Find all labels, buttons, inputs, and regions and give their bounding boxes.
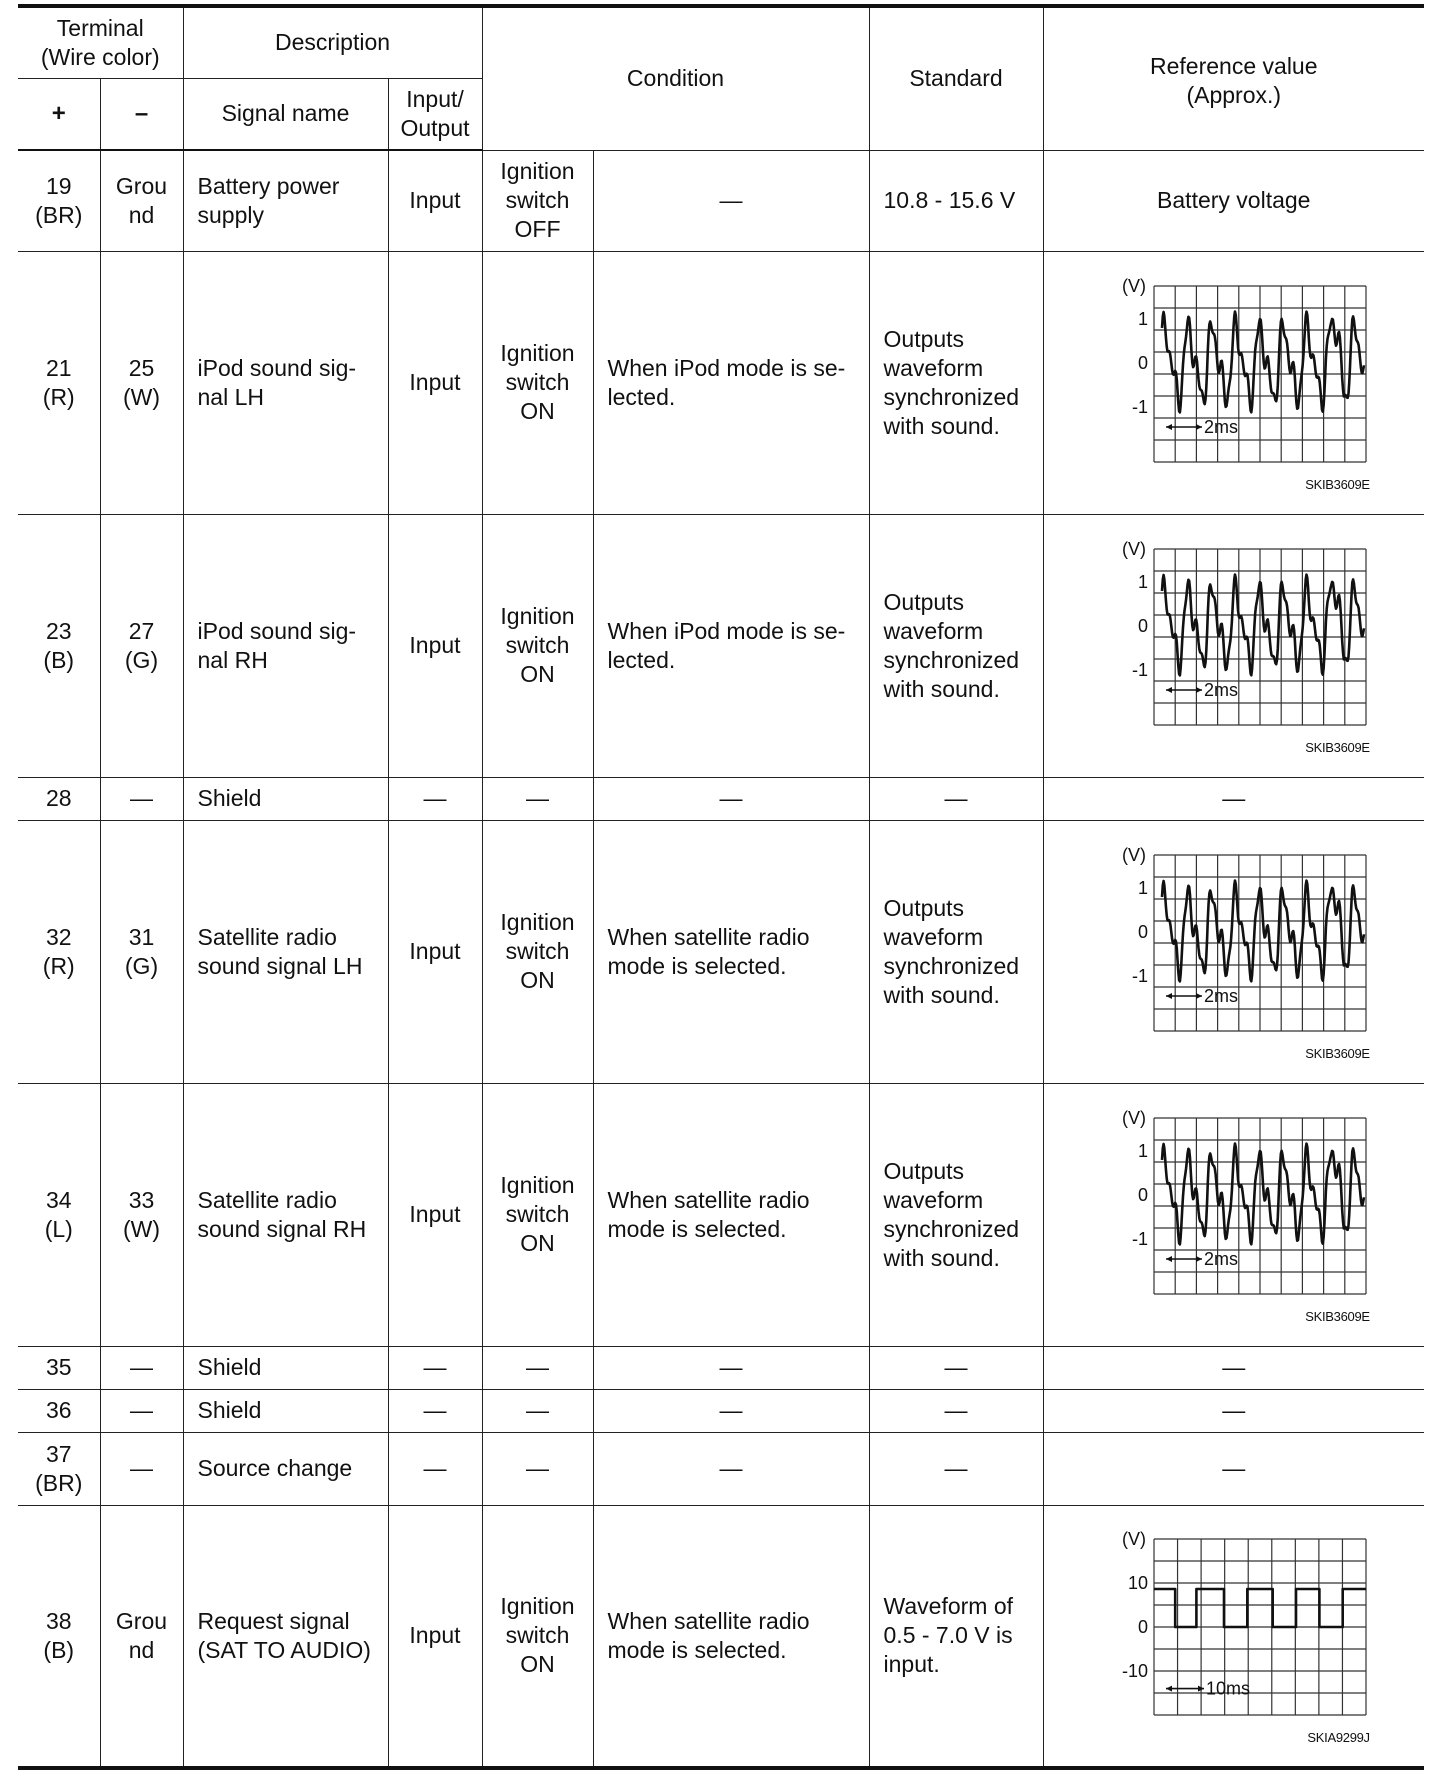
terminal-minus: 25 (W) bbox=[100, 251, 183, 514]
arrow-head bbox=[1166, 687, 1172, 693]
standard-value: Waveform of 0.5 - 7.0 V is input. bbox=[869, 1505, 1043, 1768]
axis-unit-label: (V) bbox=[1121, 275, 1146, 296]
terminal-plus: 34 (L) bbox=[18, 1083, 100, 1346]
ignition-condition: — bbox=[482, 777, 593, 820]
signal-name: Source change bbox=[183, 1432, 388, 1505]
y-tick-label: -10 bbox=[1121, 1660, 1148, 1681]
y-tick-label: 1 bbox=[1137, 1140, 1148, 1161]
header-standard: Standard bbox=[869, 6, 1043, 150]
signal-name: Request signal (SAT TO AUDIO) bbox=[183, 1505, 388, 1768]
reference-value: — bbox=[1043, 1346, 1424, 1389]
arrow-head bbox=[1196, 687, 1202, 693]
terminal-minus: Grou nd bbox=[100, 1505, 183, 1768]
terminal-plus: 28 bbox=[18, 777, 100, 820]
terminal-minus: 27 (G) bbox=[100, 514, 183, 777]
ignition-condition: — bbox=[482, 1389, 593, 1432]
terminal-plus: 38 (B) bbox=[18, 1505, 100, 1768]
figure-id: SKIA9299J bbox=[1307, 1729, 1370, 1745]
input-output: — bbox=[388, 1389, 482, 1432]
terminal-plus: 36 bbox=[18, 1389, 100, 1432]
standard-value: Outputs waveform synchronized with sound. bbox=[869, 251, 1043, 514]
input-output: Input bbox=[388, 514, 482, 777]
header-input-output: Input/ Output bbox=[388, 78, 482, 150]
header-plus: + bbox=[18, 78, 100, 150]
axis-unit-label: (V) bbox=[1121, 844, 1146, 865]
table-row bbox=[18, 1346, 1424, 1389]
table-row bbox=[18, 251, 1424, 514]
header-condition: Condition bbox=[482, 6, 869, 150]
input-output: Input bbox=[388, 820, 482, 1083]
ignition-condition: Ignition switch ON bbox=[482, 251, 593, 514]
signal-name: Shield bbox=[183, 777, 388, 820]
standard-value: — bbox=[869, 1346, 1043, 1389]
terminal-minus: — bbox=[100, 1432, 183, 1505]
terminal-minus: Grou nd bbox=[100, 150, 183, 251]
input-output: — bbox=[388, 1346, 482, 1389]
header-terminal: Terminal (Wire color) bbox=[18, 6, 183, 78]
ecu-terminal-table bbox=[18, 4, 1424, 1770]
mode-condition: When iPod mode is se- lected. bbox=[593, 514, 869, 777]
signal-name: Shield bbox=[183, 1389, 388, 1432]
waveform-trace bbox=[1162, 880, 1364, 981]
y-tick-label: -1 bbox=[1131, 965, 1148, 986]
y-tick-label: 0 bbox=[1137, 615, 1148, 636]
ignition-condition: — bbox=[482, 1346, 593, 1389]
ignition-condition: Ignition switch OFF bbox=[482, 150, 593, 251]
ignition-condition: Ignition switch ON bbox=[482, 1083, 593, 1346]
y-tick-label: 0 bbox=[1137, 352, 1148, 373]
standard-value: — bbox=[869, 1389, 1043, 1432]
y-tick-label: 1 bbox=[1137, 571, 1148, 592]
waveform-trace bbox=[1162, 1143, 1364, 1244]
header-description: Description bbox=[183, 6, 482, 78]
terminal-plus: 37 (BR) bbox=[18, 1432, 100, 1505]
y-tick-label: -1 bbox=[1131, 659, 1148, 680]
waveform-figure bbox=[1094, 531, 1374, 761]
reference-value: Battery voltage bbox=[1043, 150, 1424, 251]
reference-waveform bbox=[1043, 1083, 1424, 1346]
terminal-minus: — bbox=[100, 1389, 183, 1432]
mode-condition: When satellite radio mode is selected. bbox=[593, 1505, 869, 1768]
axis-unit-label: (V) bbox=[1121, 1528, 1146, 1549]
waveform-figure bbox=[1094, 837, 1374, 1067]
ignition-condition: Ignition switch ON bbox=[482, 514, 593, 777]
arrow-head bbox=[1196, 1256, 1202, 1262]
waveform-trace bbox=[1154, 1589, 1366, 1627]
figure-id: SKIB3609E bbox=[1305, 1308, 1370, 1324]
y-tick-label: 0 bbox=[1137, 921, 1148, 942]
terminal-minus: — bbox=[100, 1346, 183, 1389]
reference-value: — bbox=[1043, 1389, 1424, 1432]
terminal-plus: 35 bbox=[18, 1346, 100, 1389]
mode-condition: — bbox=[593, 150, 869, 251]
terminal-minus: — bbox=[100, 777, 183, 820]
y-tick-label: 0 bbox=[1137, 1184, 1148, 1205]
audio-waveform-graph bbox=[1094, 531, 1374, 761]
arrow-head bbox=[1196, 424, 1202, 430]
table-row bbox=[18, 1432, 1424, 1505]
signal-name: iPod sound sig- nal RH bbox=[183, 514, 388, 777]
signal-name: Shield bbox=[183, 1346, 388, 1389]
standard-value: Outputs waveform synchronized with sound. bbox=[869, 514, 1043, 777]
standard-value: Outputs waveform synchronized with sound. bbox=[869, 820, 1043, 1083]
table-row bbox=[18, 150, 1424, 251]
mode-condition: — bbox=[593, 1432, 869, 1505]
input-output: Input bbox=[388, 251, 482, 514]
table-row bbox=[18, 514, 1424, 777]
arrow-head bbox=[1196, 993, 1202, 999]
terminal-reference-table bbox=[18, 4, 1424, 1770]
input-output: — bbox=[388, 777, 482, 820]
waveform-trace bbox=[1162, 574, 1364, 675]
input-output: — bbox=[388, 1432, 482, 1505]
signal-name: iPod sound sig- nal LH bbox=[183, 251, 388, 514]
waveform-figure bbox=[1094, 1100, 1374, 1330]
table-row bbox=[18, 1083, 1424, 1346]
axis-unit-label: (V) bbox=[1121, 538, 1146, 559]
square-waveform-graph bbox=[1094, 1521, 1374, 1751]
audio-waveform-graph bbox=[1094, 268, 1374, 498]
terminal-minus: 31 (G) bbox=[100, 820, 183, 1083]
arrow-head bbox=[1166, 1685, 1172, 1691]
mode-condition: — bbox=[593, 1389, 869, 1432]
terminal-plus: 21 (R) bbox=[18, 251, 100, 514]
audio-waveform-graph bbox=[1094, 1100, 1374, 1330]
y-tick-label: 1 bbox=[1137, 877, 1148, 898]
audio-waveform-graph bbox=[1094, 837, 1374, 1067]
mode-condition: When satellite radio mode is selected. bbox=[593, 820, 869, 1083]
time-scale-label: 2ms bbox=[1203, 416, 1238, 437]
mode-condition: — bbox=[593, 777, 869, 820]
table-row bbox=[18, 1389, 1424, 1432]
signal-name: Satellite radio sound signal RH bbox=[183, 1083, 388, 1346]
reference-waveform bbox=[1043, 820, 1424, 1083]
mode-condition: When satellite radio mode is selected. bbox=[593, 1083, 869, 1346]
standard-value: Outputs waveform synchronized with sound. bbox=[869, 1083, 1043, 1346]
signal-name: Battery power supply bbox=[183, 150, 388, 251]
signal-name: Satellite radio sound signal LH bbox=[183, 820, 388, 1083]
y-tick-label: 0 bbox=[1137, 1616, 1148, 1637]
arrow-head bbox=[1166, 993, 1172, 999]
input-output: Input bbox=[388, 1083, 482, 1346]
ignition-condition: Ignition switch ON bbox=[482, 1505, 593, 1768]
reference-value: — bbox=[1043, 777, 1424, 820]
standard-value: 10.8 - 15.6 V bbox=[869, 150, 1043, 251]
y-tick-label: 10 bbox=[1127, 1572, 1148, 1593]
time-scale-label: 10ms bbox=[1205, 1678, 1250, 1699]
table-row bbox=[18, 1505, 1424, 1768]
header-reference-value: Reference value (Approx.) bbox=[1043, 6, 1424, 150]
ignition-condition: — bbox=[482, 1432, 593, 1505]
terminal-plus: 19 (BR) bbox=[18, 150, 100, 251]
input-output: Input bbox=[388, 1505, 482, 1768]
reference-waveform bbox=[1043, 1505, 1424, 1768]
waveform-trace bbox=[1162, 311, 1364, 412]
standard-value: — bbox=[869, 777, 1043, 820]
table-row bbox=[18, 820, 1424, 1083]
waveform-figure bbox=[1094, 268, 1374, 498]
table-row bbox=[18, 777, 1424, 820]
figure-id: SKIB3609E bbox=[1305, 1045, 1370, 1061]
figure-id: SKIB3609E bbox=[1305, 476, 1370, 492]
reference-waveform bbox=[1043, 514, 1424, 777]
time-scale-label: 2ms bbox=[1203, 679, 1238, 700]
arrow-head bbox=[1166, 1256, 1172, 1262]
ignition-condition: Ignition switch ON bbox=[482, 820, 593, 1083]
y-tick-label: -1 bbox=[1131, 1228, 1148, 1249]
time-scale-label: 2ms bbox=[1203, 985, 1238, 1006]
axis-unit-label: (V) bbox=[1121, 1107, 1146, 1128]
header-minus: – bbox=[100, 78, 183, 150]
header-signal-name: Signal name bbox=[183, 78, 388, 150]
terminal-plus: 32 (R) bbox=[18, 820, 100, 1083]
y-tick-label: -1 bbox=[1131, 396, 1148, 417]
mode-condition: When iPod mode is se- lected. bbox=[593, 251, 869, 514]
reference-value: — bbox=[1043, 1432, 1424, 1505]
figure-id: SKIB3609E bbox=[1305, 739, 1370, 755]
waveform-figure bbox=[1094, 1521, 1374, 1751]
arrow-head bbox=[1166, 424, 1172, 430]
time-scale-label: 2ms bbox=[1203, 1248, 1238, 1269]
input-output: Input bbox=[388, 150, 482, 251]
standard-value: — bbox=[869, 1432, 1043, 1505]
y-tick-label: 1 bbox=[1137, 308, 1148, 329]
terminal-plus: 23 (B) bbox=[18, 514, 100, 777]
mode-condition: — bbox=[593, 1346, 869, 1389]
table-body bbox=[18, 150, 1424, 1768]
reference-waveform bbox=[1043, 251, 1424, 514]
terminal-minus: 33 (W) bbox=[100, 1083, 183, 1346]
